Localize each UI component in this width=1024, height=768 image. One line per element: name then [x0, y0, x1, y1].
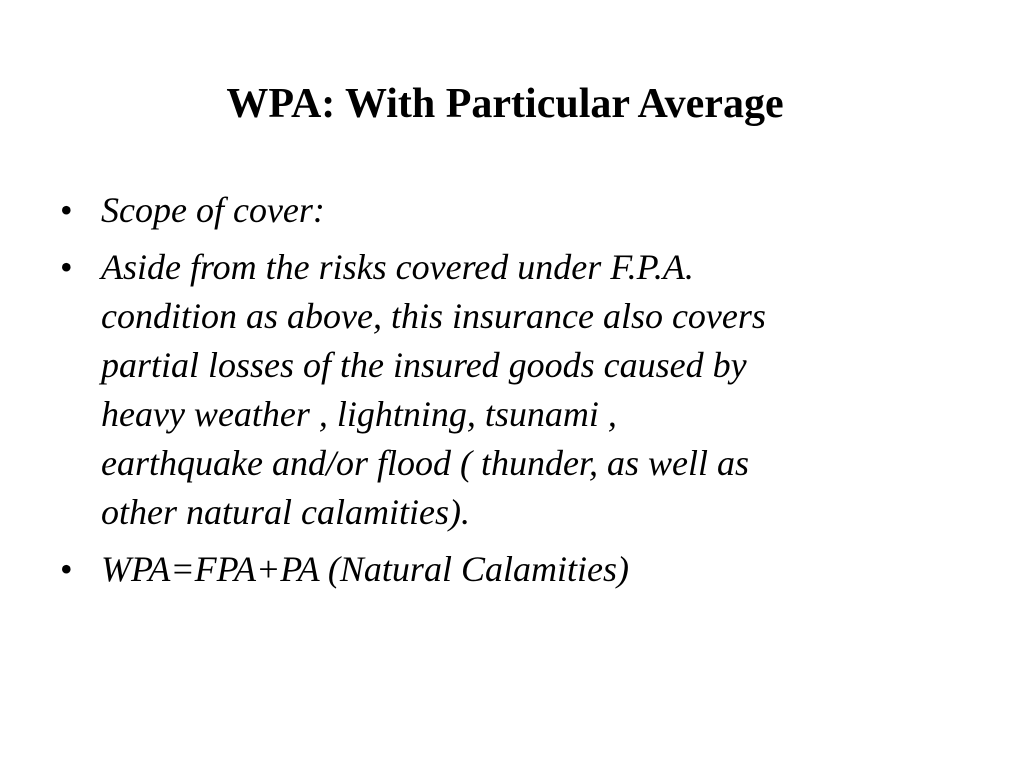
bullet-text-line: other natural calamities). [101, 492, 470, 532]
slide-title: WPA: With Particular Average [226, 81, 784, 127]
bullet-text-line: partial losses of the insured goods caused by [101, 345, 747, 385]
bullet-marker: • [60, 247, 73, 287]
bullet-text-line: heavy weather , lightning, tsunami , [101, 394, 617, 434]
bullet-text-line: Aside from the risks covered under F.P.A. [101, 247, 694, 287]
bullet-item-scope [60, 186, 960, 235]
bullet-item-formula [60, 545, 960, 594]
bullet-item-coverage [60, 243, 960, 537]
bullet-text: Scope of cover: [101, 190, 325, 230]
bullet-text-line: condition as above, this insurance also covers [101, 296, 766, 336]
bullet-text: WPA=FPA+PA (Natural Calamities) [101, 549, 629, 589]
bullet-marker: • [60, 190, 73, 230]
bullet-text-line: earthquake and/or flood ( thunder, as well as [101, 443, 749, 483]
bullet-list [60, 186, 960, 602]
bullet-marker: • [60, 549, 73, 589]
